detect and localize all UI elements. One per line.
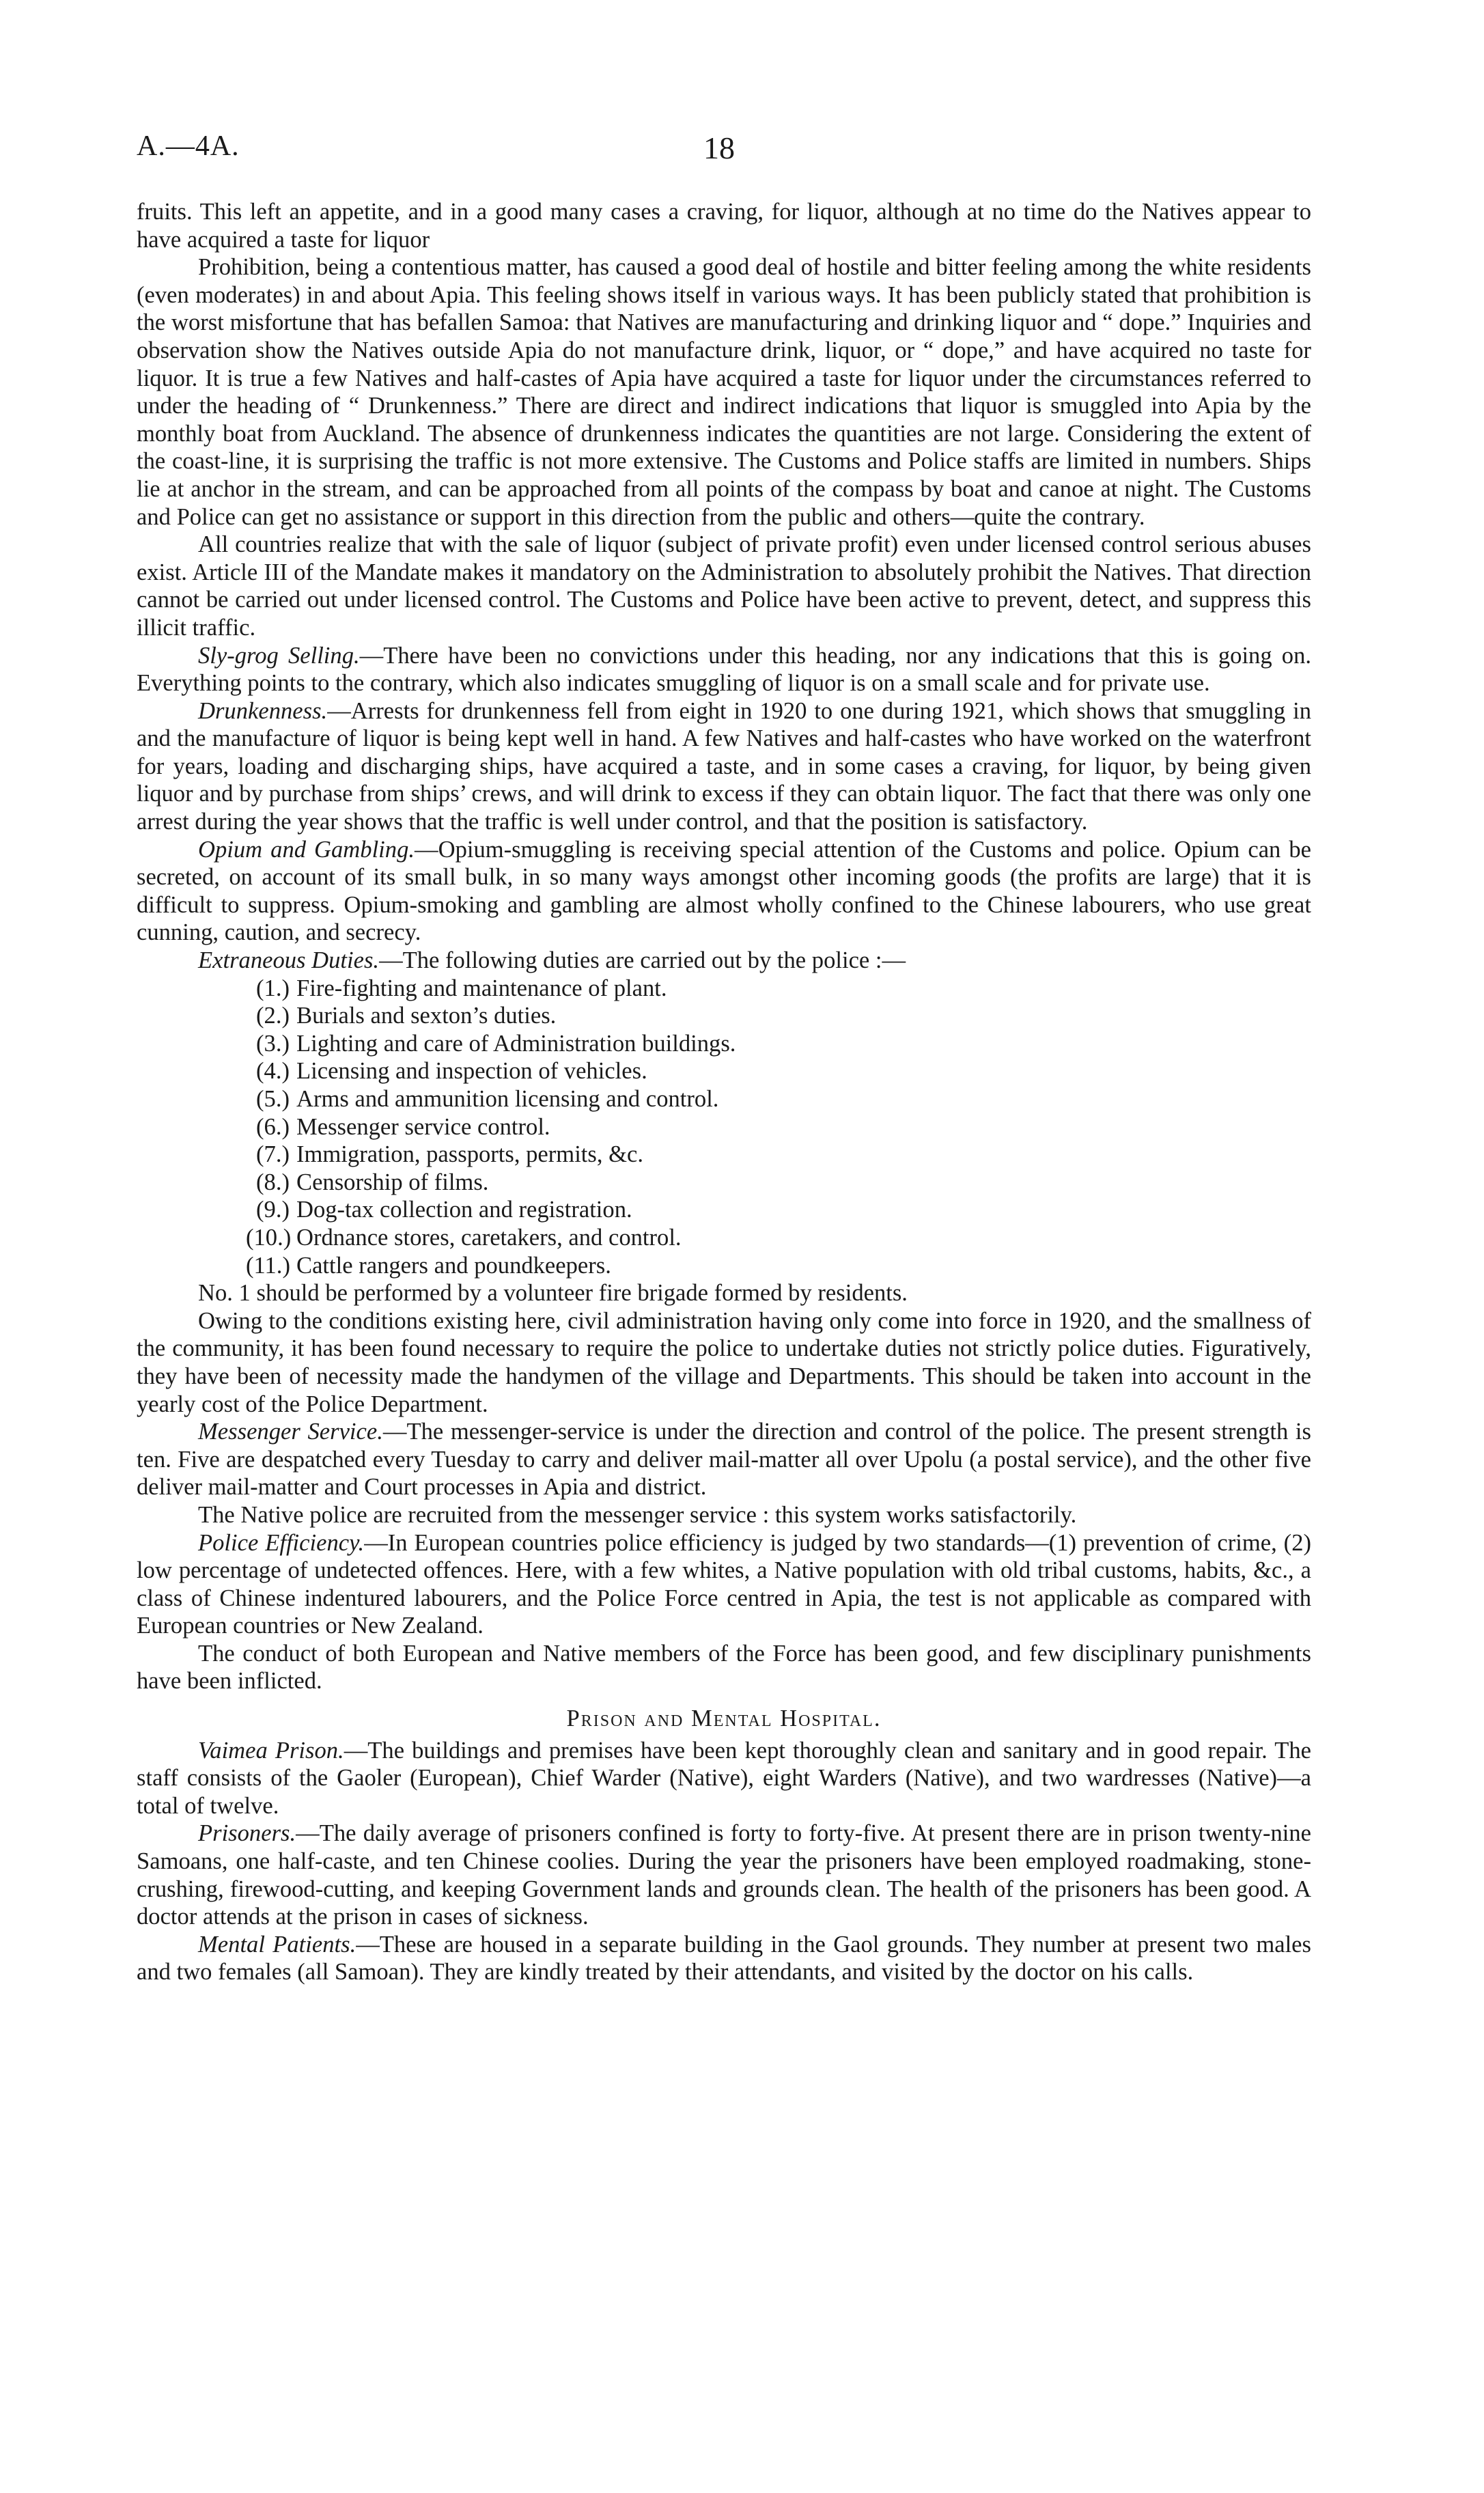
text-police-efficiency: —In European countries police efficiency is judged by two standards—(1) prevention of crime, (2) low percentage of undetected offences. Here, with a few whites, a Native population with old tribal customs, habits, &c., a class of Chinese indentured labourers, and the Police Force centred in Apia, the test is not applicable as compared with European countries or New Zealand.	[137, 1529, 1311, 1639]
paragraph-drunkenness	[137, 697, 1311, 836]
list-item	[137, 1002, 1311, 1030]
text-sly-grog: —There have been no convictions under this heading, nor any indications that this is going on. Everything points to the contrary, which also indicates smuggling of liquor is on a small scale and for private use.	[137, 642, 1312, 697]
list-item	[137, 1057, 1311, 1085]
paragraph-mental-patients	[137, 1931, 1311, 1986]
heading-vaimea-prison: Vaimea Prison.	[198, 1737, 344, 1764]
list-item	[137, 1141, 1311, 1169]
list-item	[137, 1196, 1311, 1224]
heading-sly-grog: Sly-grog Selling.	[198, 642, 360, 669]
list-item	[137, 1085, 1311, 1113]
paragraph-opium	[137, 836, 1311, 947]
list-item-text: Arms and ammunition licensing and control.	[296, 1086, 719, 1112]
page-number: 18	[703, 130, 735, 165]
text-extraneous: —The following duties are carried out by the police :—	[379, 947, 906, 974]
paragraph-conduct: The conduct of both European and Native members of the Force has been good, and few disciplinary punishments have been inflicted.	[137, 1640, 1311, 1695]
paragraph-messenger	[137, 1418, 1311, 1501]
list-item	[137, 1224, 1311, 1252]
paragraph-prisoners	[137, 1820, 1311, 1930]
list-item-number: (5.)	[256, 1086, 290, 1112]
text-vaimea-prison: —The buildings and premises have been kept thoroughly clean and sanitary and in good repair. The staff consists of the Gaoler (European), Chief Warder (Native), eight Warders (Native), and two wardresses (Native)—a total of twelve.	[137, 1737, 1311, 1819]
list-item-number: (7.)	[256, 1141, 290, 1168]
section-heading: Prison and Mental Hospital.	[566, 1705, 882, 1732]
heading-extraneous: Extraneous Duties.	[198, 947, 380, 974]
list-item-text: Censorship of films.	[296, 1169, 489, 1195]
list-item-number: (1.)	[256, 975, 290, 1001]
list-item-number: (4.)	[256, 1058, 290, 1085]
page-header	[137, 130, 1311, 178]
paragraph-native-police: The Native police are recruited from the messenger service : this system works satisfactorily.	[198, 1501, 1077, 1528]
paragraph-police-efficiency	[137, 1529, 1311, 1640]
paragraph-all-countries: All countries realize that with the sale of liquor (subject of private profit) even under licensed control serious abuses exist. Article III of the Mandate makes it mandatory on the Administration to absolutely prohibit the Natives. That direction cannot be carried out under licensed control. The Customs and Police have been active to prevent, detect, and suppress this illicit traffic.	[137, 531, 1311, 641]
list-item-text: Dog-tax collection and registration.	[296, 1197, 632, 1223]
paragraph-sly-grog	[137, 642, 1311, 697]
heading-messenger: Messenger Service.	[198, 1419, 383, 1445]
heading-drunkenness: Drunkenness.	[198, 697, 328, 724]
list-item-number: (6.)	[256, 1113, 290, 1140]
text-mental-patients: —These are housed in a separate building in the Gaol grounds. They number at present two males and two females (all Samoan). They are kindly treated by their attendants, and visited by the doctor on his calls.	[137, 1931, 1311, 1986]
list-item	[137, 975, 1311, 1003]
list-item-number: (10.)	[246, 1224, 292, 1251]
document-reference: A.—4A.	[137, 130, 240, 162]
list-item	[137, 1113, 1311, 1141]
text-opium: —Opium-smuggling is receiving special attention of the Customs and police. Opium can be secreted, on account of its small bulk, in so many ways amongst other incoming goods (the profits are large) that it is difficult to suppress. Opium-smoking and gambling are almost wholly confined to the Chinese labourers, who use great cunning, caution, and secrecy.	[137, 836, 1312, 946]
list-item-text: Licensing and inspection of vehicles.	[296, 1058, 647, 1085]
list-item	[137, 1252, 1311, 1280]
paragraph-vaimea-prison	[137, 1737, 1311, 1820]
paragraph-fruits: fruits. This left an appetite, and in a good many cases a craving, for liquor, although at no time do the Natives appear to have acquired a taste for liquor	[137, 199, 1311, 253]
list-item-number: (8.)	[256, 1169, 290, 1195]
list-item	[137, 1169, 1311, 1197]
heading-mental-patients: Mental Patients.	[198, 1931, 356, 1958]
text-prisoners: —The daily average of prisoners confined is forty to forty-five. At present there are in prison twenty-nine Samoans, one half-caste, and ten Chinese coolies. During the year the prisoners have been employed roadmaking, stone-crushing, firewood-cutting, and keeping Government lands and grounds clean. The health of the prisoners has been good. A doctor attends at the prison in cases of sickness.	[137, 1820, 1311, 1930]
list-item-text: Cattle rangers and poundkeepers.	[296, 1252, 611, 1279]
text-messenger: —The messenger-service is under the direction and control of the police. The present strength is ten. Five are despatched every Tuesday to carry and deliver mail-matter all over Upolu (a postal service), and the other five deliver mail-matter and Court processes in Apia and district.	[137, 1419, 1311, 1501]
list-item-number: (2.)	[256, 1003, 290, 1029]
duties-list	[137, 975, 1311, 1280]
list-item-text: Immigration, passports, permits, &c.	[296, 1141, 644, 1168]
heading-prisoners: Prisoners.	[198, 1820, 296, 1847]
list-item-text: Fire-fighting and maintenance of plant.	[296, 975, 667, 1001]
list-item-text: Messenger service control.	[296, 1113, 550, 1140]
list-item-number: (3.)	[256, 1030, 290, 1057]
text-drunkenness: —Arrests for drunkenness fell from eight in 1920 to one during 1921, which shows that smuggling in and the manufacture of liquor is being kept well in hand. A few Natives and half-castes who have worked on the waterfront for years, loading and discharging ships, have acquired a taste, and in some cases a craving, for liquor, by being given liquor and by purchase from ships’ crews, and will drink to excess if they can obtain liquor. The fact that there was only one arrest during the year shows that the traffic is well under control, and that the position is satisfactory.	[137, 697, 1311, 835]
paragraph-owing-to-conditions: Owing to the conditions existing here, civil administration having only come into force in 1920, and the smallness of the community, it has been found necessary to require the police to undertake duties not strictly police duties. Figuratively, they have been of necessity made the handymen of the village and Departments. This should be taken into account in the yearly cost of the Police Department.	[137, 1307, 1311, 1417]
list-item-number: (11.)	[246, 1252, 290, 1279]
list-item-text: Lighting and care of Administration buildings.	[296, 1030, 736, 1057]
list-item-text: Burials and sexton’s duties.	[296, 1003, 557, 1029]
paragraph-extraneous	[137, 947, 1311, 975]
list-item	[137, 1030, 1311, 1058]
paragraph-prohibition: Prohibition, being a contentious matter, has caused a good deal of hostile and bitter feeling among the white residents (even moderates) in and about Apia. This feeling shows itself in various ways. It has been publicly stated that prohibition is the worst misfortune that has befallen Samoa: that Natives are manufacturing and drinking liquor and “ dope.” Inquiries and observation show the Natives outside Apia do not manufacture drink, liquor, or “ dope,” and have acquired no taste for liquor. It is true a few Natives and half-castes of Apia have acquired a taste for liquor under the circumstances referred to under the heading of “ Drunkenness.” There are direct and indirect indications that liquor is smuggled into Apia by the monthly boat from Auckland. The absence of drunkenness indicates the quantities are not large. Considering the extent of the coast-line, it is surprising the traffic is not more extensive. The Customs and Police staffs are limited in numbers. Ships lie at anchor in the stream, and can be approached from all points of the compass by boat and canoe at night. The Customs and Police can get no assistance or support in this direction from the public and others—quite the contrary.	[137, 254, 1311, 530]
heading-opium: Opium and Gambling.	[198, 836, 415, 863]
paragraph-fire-brigade: No. 1 should be performed by a volunteer fire brigade formed by residents.	[198, 1280, 908, 1307]
list-item-text: Ordnance stores, caretakers, and control.	[296, 1224, 682, 1251]
list-item-number: (9.)	[256, 1197, 290, 1223]
heading-police-efficiency: Police Efficiency.	[198, 1529, 365, 1556]
body-text	[137, 198, 1311, 1986]
